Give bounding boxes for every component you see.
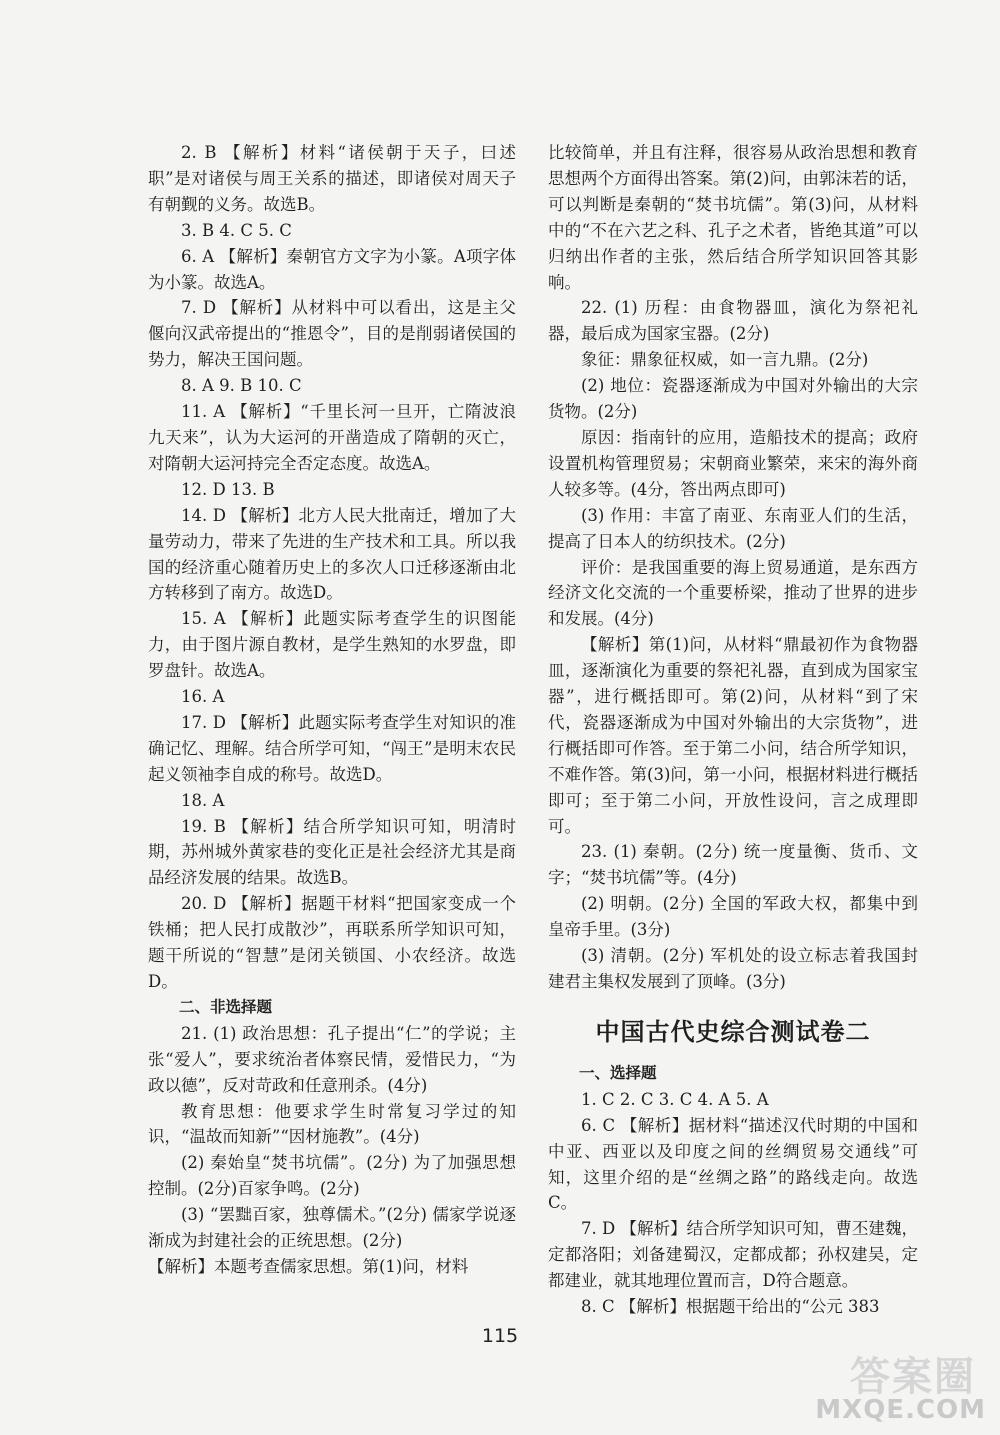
answer-paragraph: 象征：鼎象征权威，如一言九鼎。(2分) [581, 350, 869, 370]
right-column [548, 140, 918, 1320]
answer-paragraph: 19. B 【解析】结合所学知识可知，明清时期，苏州城外黄家巷的变化正是社会经济尤其是商品经济发展的结果。故选B。 [148, 816, 516, 888]
answer-paragraph: 教育思想：他要求学生时常复习学过的知识，“温故而知新”“因材施教”。(4分) [148, 1101, 516, 1147]
answer-paragraph: 23. (1) 秦朝。(2分) 统一度量衡、货币、文字；“焚书坑儒”等。(4分) [548, 842, 918, 888]
answer-paragraph: (2) 秦始皇“焚书坑儒”。(2分) 为了加强思想控制。(2分)百家争鸣。(2分) [148, 1153, 516, 1199]
answer-paragraph: 8. C 【解析】根据题干给出的“公元 383 [581, 1297, 880, 1317]
answer-paragraph: 12. D 13. B [181, 479, 275, 499]
answer-paragraph: 18. A [181, 790, 225, 810]
answer-paragraph: 评价：是我国重要的海上贸易通道，是东西方经济文化交流的一个重要桥梁，推动了世界的进步和发展。(4分) [548, 557, 918, 629]
answer-paragraph: 7. D 【解析】结合所学知识可知，曹丕建魏，定都洛阳；刘备建蜀汉，定都成都；孙权建吴，定都建业，就其地理位置而言，D符合题意。 [548, 1219, 918, 1291]
answer-paragraph: (2) 明朝。(2分) 全国的军政大权，都集中到皇帝手里。(3分) [548, 894, 918, 940]
continued-paragraph: 【解析】本题考查儒家思想。第(1)问，材料 [148, 1256, 469, 1276]
section-heading: 二、非选择题 [179, 997, 273, 1016]
answer-paragraph: 17. D 【解析】此题实际考查学生对知识的准确记忆、理解。结合所学可知，“闯王”是明末农民起义领袖李自成的称号。故选D。 [148, 712, 516, 784]
watermark-logo: 答案圈 [850, 1354, 976, 1400]
answer-paragraph: 14. D 【解析】北方人民大批南迁，增加了大量劳动力，带来了先进的生产技术和工具。所以我国的经济重心随着历史上的多次人口迁移逐渐由北方转移到了南方。故选D。 [148, 505, 516, 603]
answer-paragraph: 2. B 【解析】材料“诸侯朝于天子，曰述职”是对诸侯与周王关系的描述，即诸侯对周天子有朝觐的义务。故选B。 [148, 143, 516, 214]
answer-paragraph: 6. C 【解析】据材料“描述汉代时期的中国和中亚、西亚以及印度之间的丝绸贸易交通线”可知，这里介绍的是“丝绸之路”的路线走向。故选C。 [548, 1115, 918, 1213]
answer-paragraph: 7. D 【解析】从材料中可以看出，这是主父偃向汉武帝提出的“推恩令”，目的是削弱诸侯国的势力，解决王国问题。 [148, 298, 516, 370]
test-title: 中国古代史综合测试卷二 [595, 1017, 871, 1046]
watermark [756, 1345, 986, 1425]
answer-paragraph: (2) 地位：瓷器逐渐成为中国对外输出的大宗货物。(2分) [548, 376, 918, 422]
answer-paragraph: 20. D 【解析】据题干材料“把国家变成一个铁桶；把人民打成散沙”，再联系所学知识可知，题干所说的“智慧”是闭关锁国、小农经济。故选D。 [148, 894, 516, 991]
section-heading: 一、选择题 [579, 1063, 657, 1082]
answer-paragraph: 3. B 4. C 5. C [181, 220, 292, 240]
answer-paragraph: (3) 清朝。(2分) 军机处的设立标志着我国封建君主集权发展到了顶峰。(3分) [548, 946, 918, 991]
answer-paragraph: (3) “罢黜百家，独尊儒术。”(2分) 儒家学说逐渐成为封建社会的正统思想。(2分) [148, 1205, 516, 1251]
answer-paragraph: 21. (1) 政治思想：孔子提出“仁”的学说；主张“爱人”，要求统治者体察民情，爱惜民力，“为政以德”，反对苛政和任意刑杀。(4分) [148, 1023, 516, 1095]
answer-paragraph: 6. A 【解析】秦朝官方文字为小篆。A项字体为小篆。故选A。 [148, 246, 516, 292]
continued-paragraph: 比较简单，并且有注释，很容易从政治思想和教育思想两个方面得出答案。第(2)问，由郭沫若的话，可以判断是秦朝的“焚书坑儒”。第(3)问，从材料中的“不在六艺之科、孔子之术者，皆绝其道”可以归纳出作者的主张，然后结合所学知识回答其影响。 [548, 143, 918, 292]
answer-paragraph: (3) 作用：丰富了南亚、东南亚人们的生活，提高了日本人的纺织技术。(2分) [548, 505, 918, 551]
answer-paragraph: 1. C 2. C 3. C 4. A 5. A [581, 1089, 769, 1109]
answer-paragraph: 8. A 9. B 10. C [181, 376, 302, 396]
answer-paragraph: 22. (1) 历程：由食物器皿，演化为祭祀礼器，最后成为国家宝器。(2分) [548, 298, 918, 344]
page-number: 115 [481, 1325, 519, 1347]
answer-paragraph: 15. A 【解析】此题实际考查学生的识图能力，由于图片源自教材，是学生熟知的水罗盘，即罗盘针。故选A。 [148, 609, 516, 681]
watermark-site: MXQE.COM [815, 1395, 986, 1425]
answer-paragraph: 16. A [181, 687, 225, 707]
answer-paragraph: 原因：指南针的应用，造船技术的提高；政府设置机构管理贸易；宋朝商业繁荣，来宋的海外商人较多等。(4分，答出两点即可) [548, 427, 918, 499]
answer-paragraph: 11. A 【解析】“千里长河一旦开，亡隋波浪九天来”，认为大运河的开凿造成了隋朝的灭亡，对隋朝大运河持完全否定态度。故选A。 [148, 402, 516, 473]
left-column [148, 140, 516, 1280]
answer-paragraph: 【解析】第(1)问，从材料“鼎最初作为食物器皿，逐渐演化为重要的祭祀礼器，直到成为国家宝器”，进行概括即可。第(2)问，从材料“到了宋代，瓷器逐渐成为中国对外输出的大宗货物”，进行概括即可作答。至于第二小问，结合所学知识，不难作答。第(3)问，第一小问，根据材料进行概括即可；至于第二小问，开放性设问，言之成理即可。 [548, 635, 918, 836]
